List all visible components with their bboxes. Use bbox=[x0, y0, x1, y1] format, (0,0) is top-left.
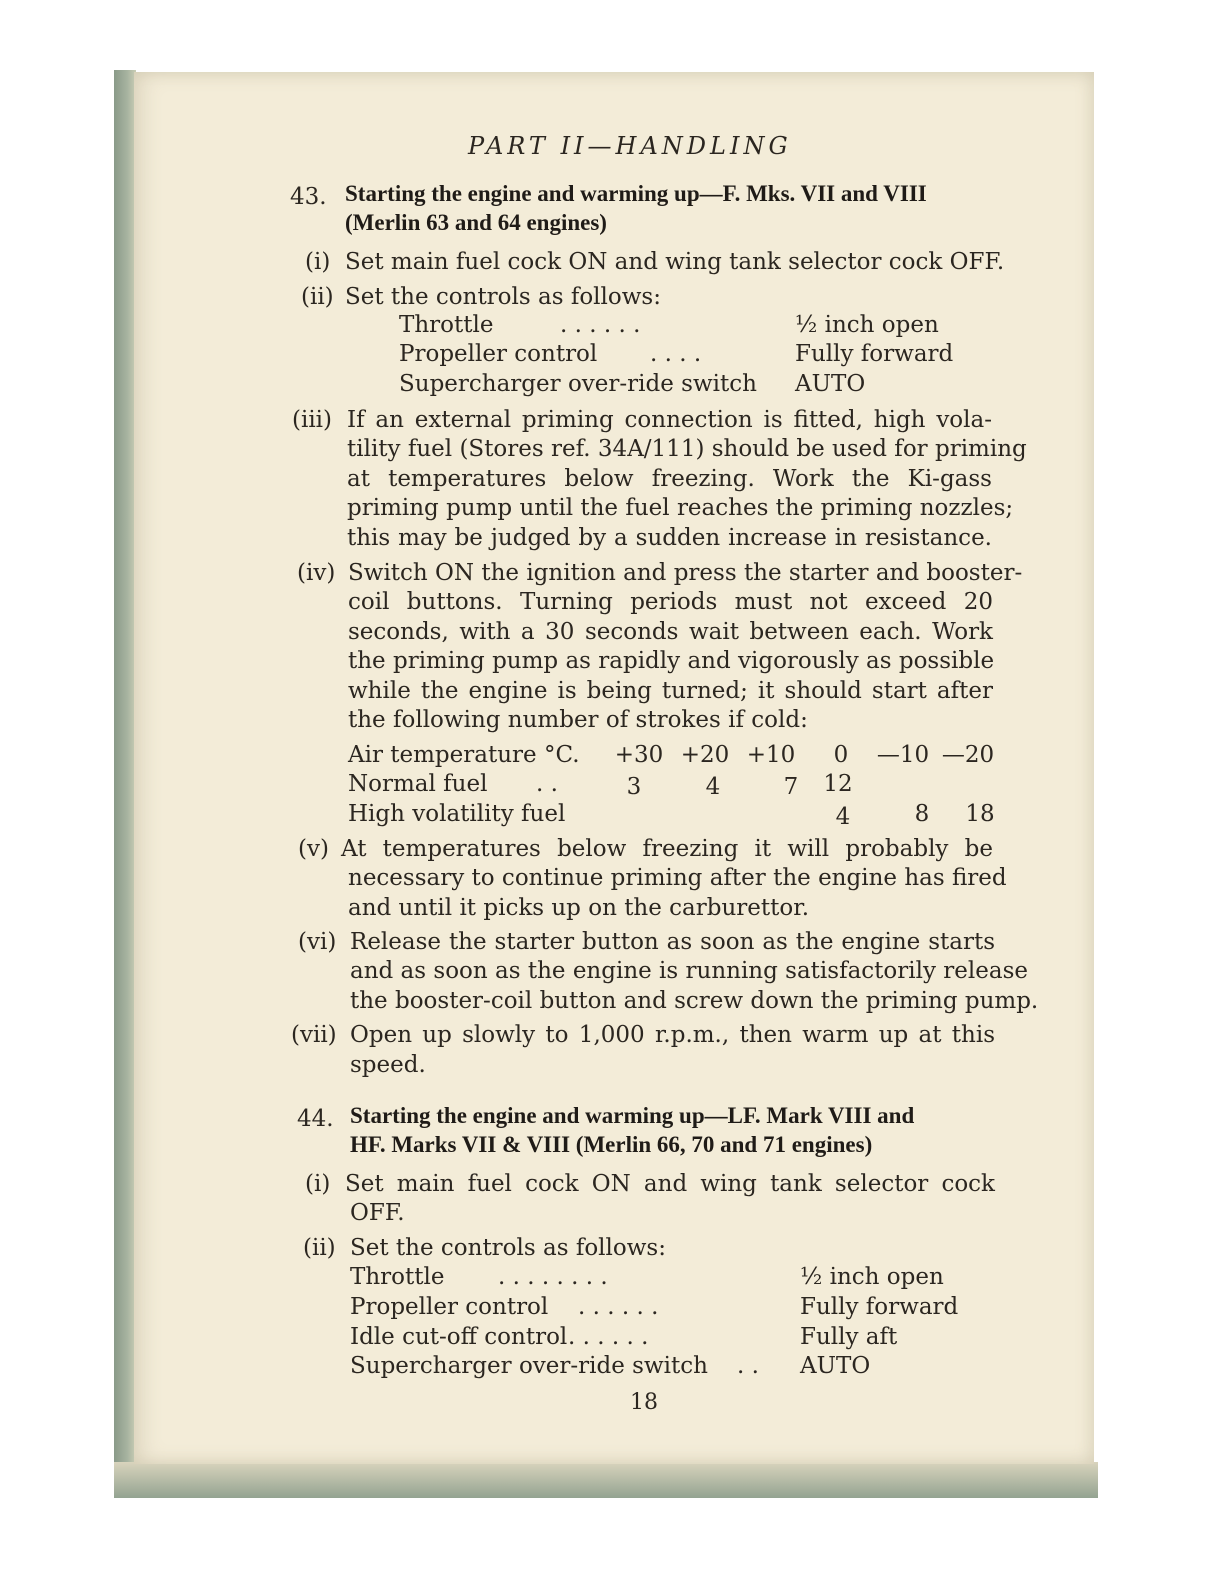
paragraph-line: and until it picks up on the carburettor. bbox=[348, 895, 810, 921]
page-number: 18 bbox=[630, 1390, 658, 1415]
paragraph-line: coil buttons. Turning periods must not exceed 20 bbox=[348, 589, 993, 615]
control-setting: ½ inch open bbox=[795, 312, 939, 338]
control-name: Propeller control bbox=[350, 1294, 549, 1320]
item-label: (ii) bbox=[303, 1235, 336, 1261]
control-leader-dots: . . . . . . . . bbox=[498, 1264, 608, 1290]
table-leader-dots: . . bbox=[536, 771, 558, 797]
section-44-heading-line-2: HF. Marks VII & VIII (Merlin 66, 70 and 71 engines) bbox=[350, 1132, 873, 1157]
paragraph-line: Switch ON the ignition and press the starter and booster- bbox=[348, 560, 1023, 586]
item-text: Set the controls as follows: bbox=[345, 284, 661, 310]
table-row-label: Normal fuel bbox=[348, 771, 488, 797]
control-leader-dots: . . bbox=[737, 1353, 759, 1379]
table-cell: 8 bbox=[914, 801, 930, 827]
control-setting: AUTO bbox=[795, 371, 866, 397]
table-temperature: 0 bbox=[833, 742, 849, 768]
section-43-heading-line-2: (Merlin 63 and 64 engines) bbox=[345, 210, 607, 235]
table-temperature: +10 bbox=[746, 742, 796, 768]
control-name: Idle cut-off control bbox=[350, 1324, 568, 1350]
control-name: Propeller control bbox=[399, 341, 598, 367]
section-43-heading-line-1: Starting the engine and warming up—F. Mks. VII and VIII bbox=[345, 181, 927, 206]
control-leader-dots: . . . . . . bbox=[578, 1294, 659, 1320]
paragraph-line: necessary to continue priming after the engine has fired bbox=[348, 865, 1007, 891]
item-label: (ii) bbox=[301, 284, 334, 310]
paragraph-line: seconds, with a 30 seconds wait between each. Work bbox=[348, 619, 993, 645]
paragraph-line: Open up slowly to 1,000 r.p.m., then warm up at this bbox=[350, 1022, 995, 1048]
item-label: (i) bbox=[305, 249, 331, 275]
book-spine bbox=[114, 70, 136, 1498]
control-name: Throttle bbox=[350, 1264, 445, 1290]
paragraph-line: OFF. bbox=[350, 1200, 405, 1226]
paragraph-line: priming pump until the fuel reaches the priming nozzles; bbox=[347, 495, 1014, 521]
paragraph-line: the booster-coil button and screw down the priming pump. bbox=[350, 988, 1039, 1014]
item-label: (vii) bbox=[291, 1022, 337, 1048]
control-setting: AUTO bbox=[800, 1353, 871, 1379]
paragraph-line: Release the starter button as soon as the engine starts bbox=[350, 929, 995, 955]
paragraph-line: If an external priming connection is fitted, high vola- bbox=[347, 407, 992, 433]
paragraph-line: Set main fuel cock ON and wing tank selector cock bbox=[345, 1171, 995, 1197]
paragraph-line: while the engine is being turned; it should start after bbox=[348, 678, 993, 704]
table-cell: 12 bbox=[823, 771, 853, 797]
control-setting: Fully forward bbox=[795, 341, 954, 367]
item-text: Set main fuel cock ON and wing tank selector cock OFF. bbox=[345, 249, 1005, 275]
table-cell: 18 bbox=[965, 801, 995, 827]
item-label: (iii) bbox=[292, 407, 333, 433]
paragraph-line: tility fuel (Stores ref. 34A/111) should be used for priming bbox=[347, 436, 1027, 462]
table-header-label: Air temperature °C. bbox=[348, 742, 580, 768]
control-leader-dots: . . . . . . bbox=[560, 312, 641, 338]
control-setting: ½ inch open bbox=[800, 1264, 944, 1290]
paragraph-line: at temperatures below freezing. Work the Ki-gass bbox=[347, 466, 992, 492]
table-cell: 7 bbox=[783, 774, 799, 800]
table-cell: 3 bbox=[626, 774, 642, 800]
section-44-heading-line-1: Starting the engine and warming up—LF. Mark VIII and bbox=[350, 1103, 915, 1128]
item-label: (vi) bbox=[298, 929, 337, 955]
paragraph-line: the following number of strokes if cold: bbox=[348, 707, 808, 733]
item-label: (iv) bbox=[297, 560, 336, 586]
paragraph-line: and as soon as the engine is running satisfactorily release bbox=[350, 958, 1028, 984]
item-text: Set the controls as follows: bbox=[350, 1235, 666, 1261]
table-cell: 4 bbox=[835, 804, 851, 830]
control-setting: Fully forward bbox=[800, 1294, 959, 1320]
table-temperature: —10 bbox=[876, 742, 930, 768]
section-44-number: 44. bbox=[297, 1106, 334, 1132]
table-cell: 4 bbox=[705, 774, 721, 800]
control-leader-dots: . . . . bbox=[650, 341, 702, 367]
control-setting: Fully aft bbox=[800, 1324, 898, 1350]
running-header: PART II—HANDLING bbox=[468, 132, 792, 160]
paragraph-line: the priming pump as rapidly and vigorously as possible bbox=[348, 648, 995, 674]
item-label: (v) bbox=[298, 836, 329, 862]
paragraph-line: speed. bbox=[350, 1052, 426, 1078]
book-cover-edge bbox=[114, 1462, 1098, 1498]
control-name: Supercharger over-ride switch bbox=[399, 371, 757, 397]
table-temperature: +20 bbox=[680, 742, 730, 768]
paragraph-line: this may be judged by a sudden increase in resistance. bbox=[347, 525, 992, 551]
control-name: Throttle bbox=[399, 312, 494, 338]
control-leader-dots: . . . . . . bbox=[568, 1324, 649, 1350]
table-row-label: High volatility fuel bbox=[348, 801, 566, 827]
section-43-number: 43. bbox=[290, 184, 327, 210]
paragraph-line: At temperatures below freezing it will probably be bbox=[341, 836, 993, 862]
control-name: Supercharger over-ride switch bbox=[350, 1353, 708, 1379]
table-temperature: —20 bbox=[941, 742, 995, 768]
item-label: (i) bbox=[305, 1171, 331, 1197]
table-temperature: +30 bbox=[614, 742, 664, 768]
